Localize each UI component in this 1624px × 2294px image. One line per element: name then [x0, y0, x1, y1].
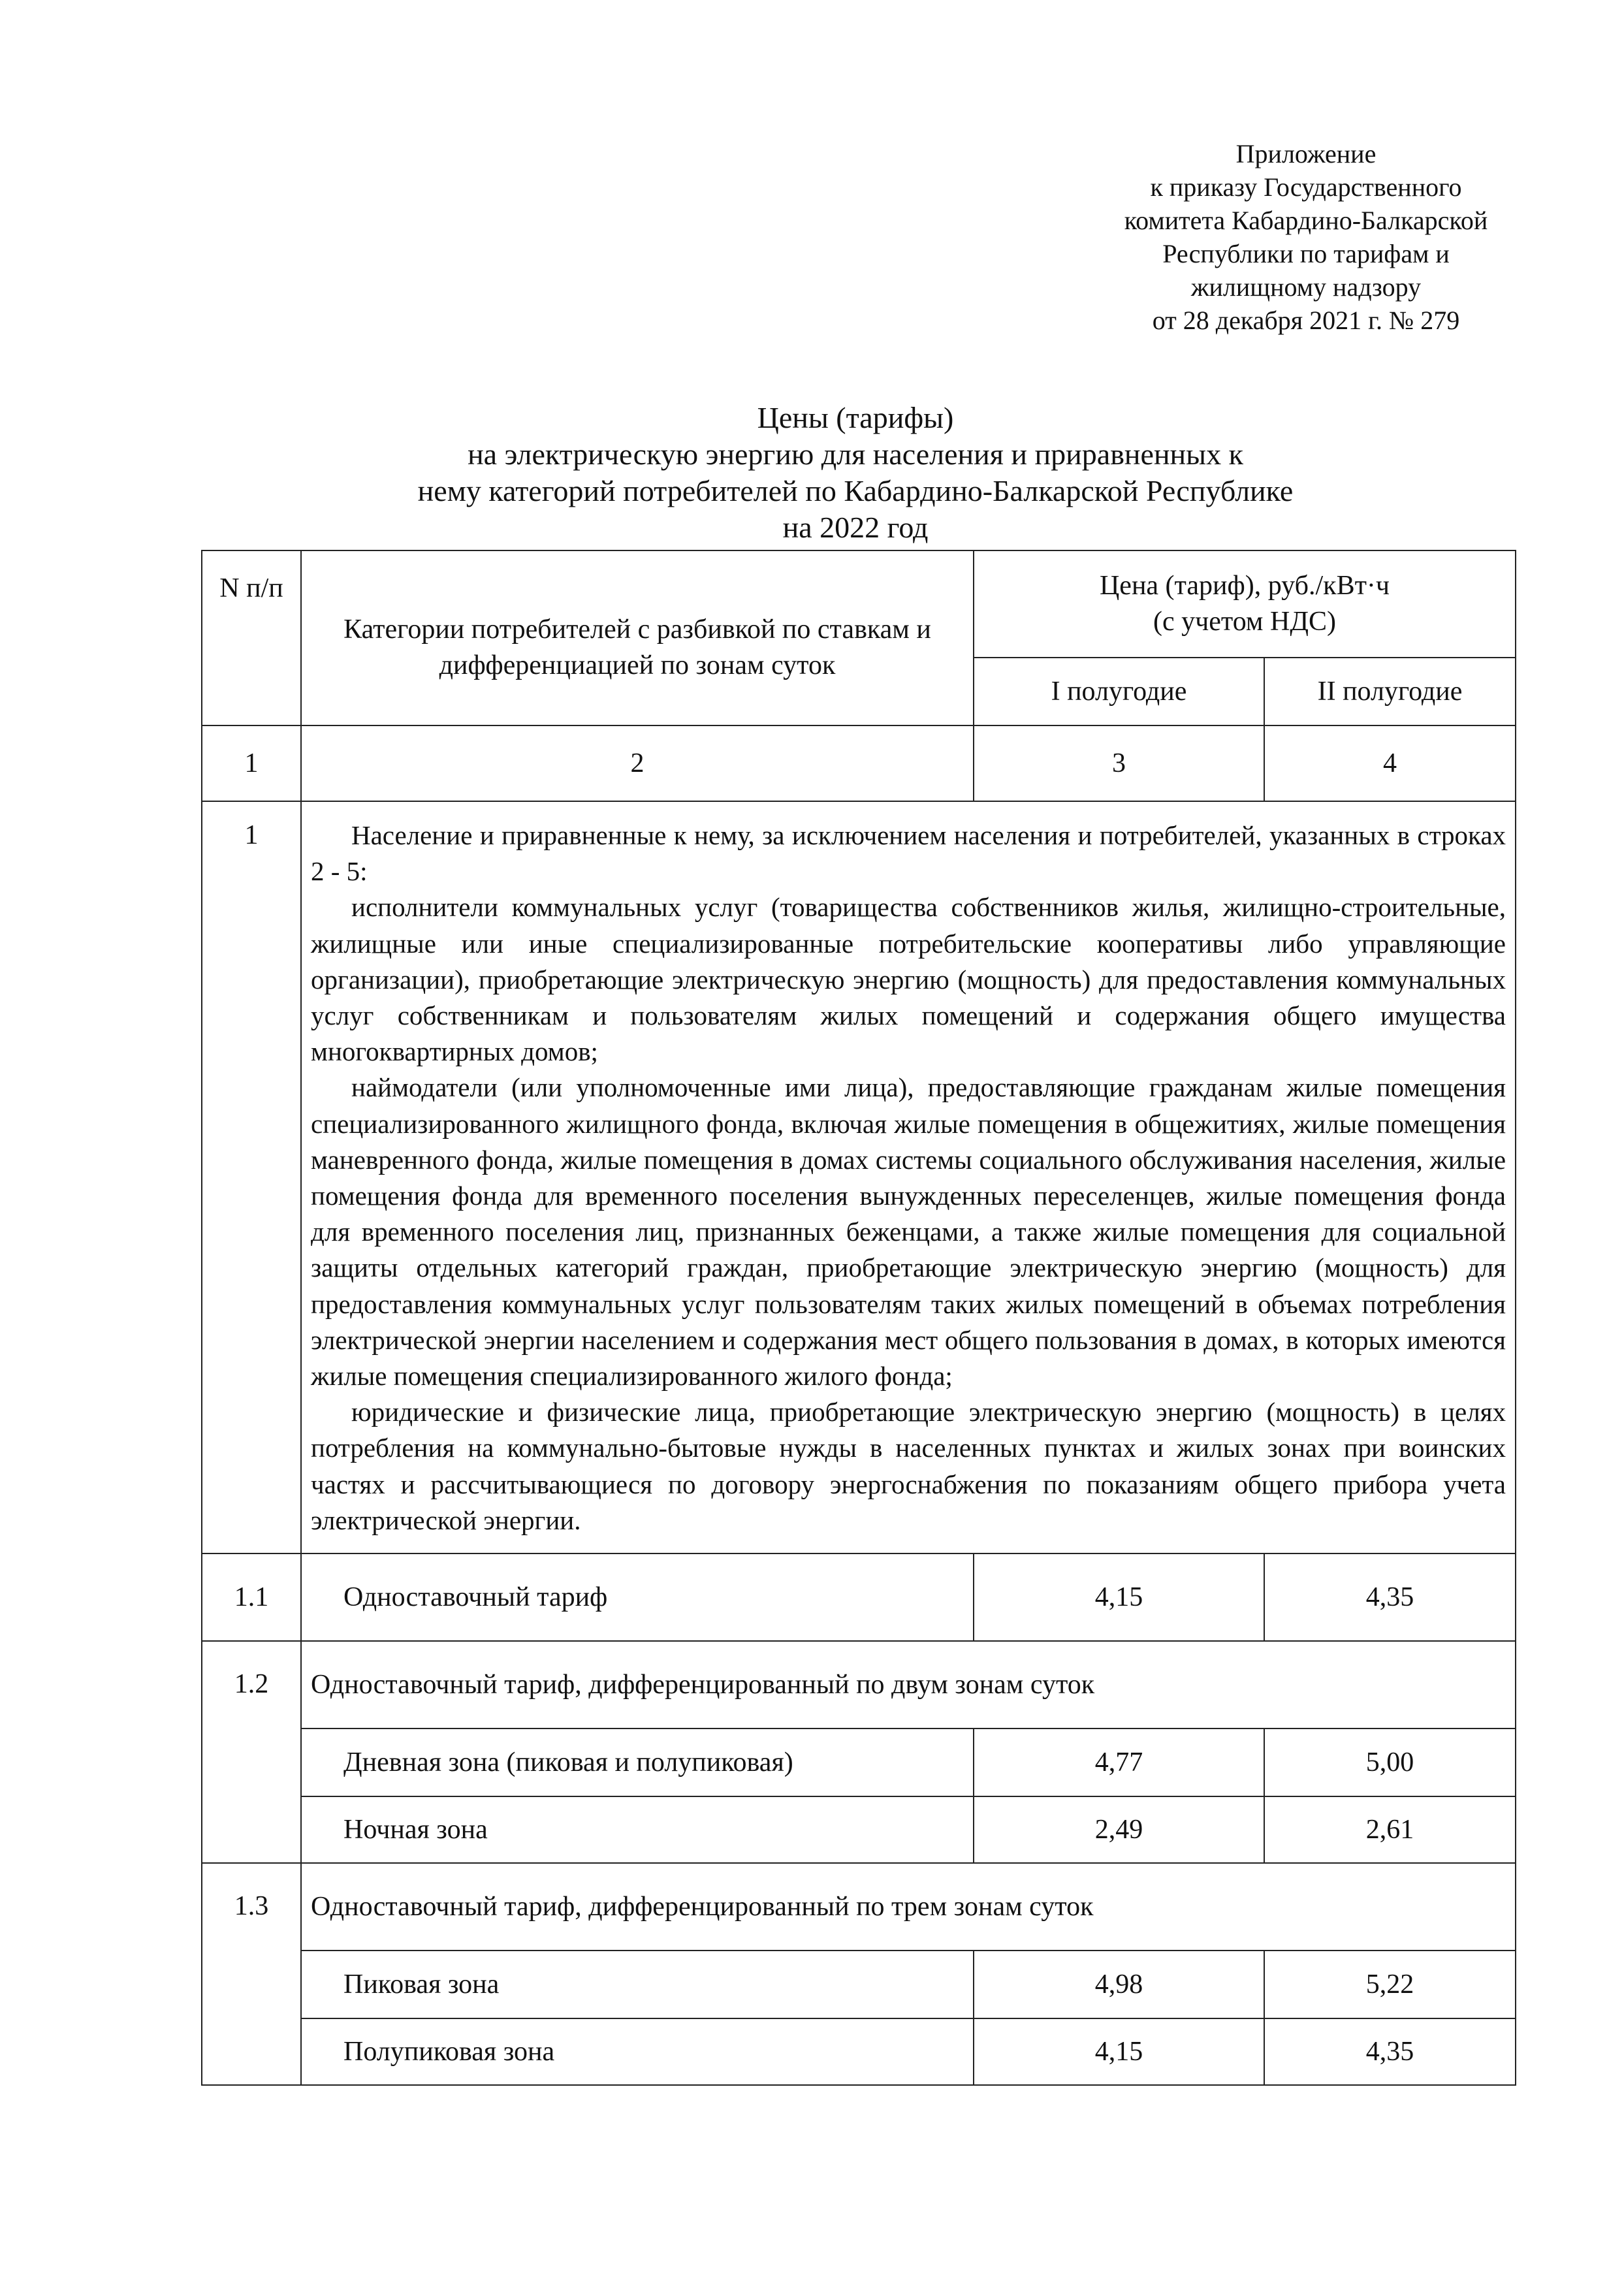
price-h2: 4,35: [1264, 2018, 1516, 2085]
price-h1: 4,15: [974, 2018, 1264, 2085]
title-line: Цены (тарифы): [757, 401, 954, 434]
zone-label: Ночная зона: [301, 1796, 974, 1863]
category-paragraph: Население и приравненные к нему, за исключением населения и потребителей, указанных в строках 2 - 5:: [311, 820, 1506, 887]
zone-label: Пиковая зона: [301, 1951, 974, 2018]
category-paragraph: исполнители коммунальных услуг (товарищества собственников жилья, жилищно-строительные, жилищные или иные специализированные потребительские кооперативы либо управляющие организации), приобретающие электрическую энергию (мощность) для предоставления коммунальных услуг собственникам и пользователям жилых помещений и содержания общего имущества многоквартирных домов;: [311, 892, 1506, 1067]
header-num: N п/п: [202, 550, 301, 725]
row-label: Одноставочный тариф, дифференцированный по двум зонам суток: [301, 1641, 1516, 1728]
column-number: 3: [974, 725, 1264, 801]
category-paragraph: наймодатели (или уполномоченные ими лица), предоставляющие гражданам жилые помещения специализированного жилищного фонда, включая жилые помещения в общежитиях, жилые помещения маневренного фонда, жилые помещения в домах системы социального обслуживания населения, жилые помещения фонда для временного поселения вынужденных переселенцев, жилые помещения фонда для временного поселения лиц, признанных беженцами, а также жилые помещения для социальной защиты отдельных категорий граждан, приобретающие электрическую энергию (мощность) для предоставления коммунальных услуг пользователям таких жилых помещений в объемах потребления электрической энергии населением и содержания мест общего пользования в домах, в которых имеются жилые помещения специализированного жилого фонда;: [311, 1072, 1506, 1392]
appendix-line: Республики по тарифам и: [1162, 239, 1450, 268]
document-title: [274, 400, 1437, 546]
header-category: Категории потребителей с разбивкой по ставкам и дифференциацией по зонам суток: [301, 550, 974, 725]
row-num: 1.1: [202, 1553, 301, 1641]
zone-label: Дневная зона (пиковая и полупиковая): [301, 1728, 974, 1796]
table-row: [202, 1796, 1516, 1863]
zone-label: Полупиковая зона: [301, 2018, 974, 2085]
header-row: [202, 550, 1516, 658]
column-numbers-row: [202, 725, 1516, 801]
section-row: [202, 801, 1516, 1553]
title-line: на электрическую энергию для населения и приравненных к: [468, 438, 1243, 471]
title-line: на 2022 год: [782, 511, 929, 544]
row-num: 1.2: [202, 1641, 301, 1863]
header-price-line: Цена (тариф), руб./кВт·ч: [1099, 571, 1390, 601]
appendix-line: от 28 декабря 2021 г. № 279: [1152, 306, 1460, 335]
appendix-block: [1058, 137, 1554, 337]
table-row: [202, 1951, 1516, 2018]
header-price: [974, 550, 1516, 658]
table-row: [202, 1728, 1516, 1796]
column-number: 4: [1264, 725, 1516, 801]
price-h1: 4,77: [974, 1728, 1264, 1796]
price-h1: 2,49: [974, 1796, 1264, 1863]
appendix-line: к приказу Государственного: [1150, 172, 1462, 202]
category-paragraph: юридические и физические лица, приобретающие электрическую энергию (мощность) в целях потребления на коммунально-бытовые нужды в населенных пунктах и жилых зонах при воинских частях и рассчитывающиеся по договору энергоснабжения по показаниям общего прибора учета электрической энергии.: [311, 1397, 1506, 1535]
price-h2: 2,61: [1264, 1796, 1516, 1863]
row-label: Одноставочный тариф: [301, 1553, 974, 1641]
row-num: 1.3: [202, 1863, 301, 2085]
category-description: [301, 801, 1516, 1553]
appendix-line: Приложение: [1235, 139, 1377, 168]
price-h2: 4,35: [1264, 1553, 1516, 1641]
appendix-line: жилищному надзору: [1190, 272, 1422, 302]
tariff-table: [201, 550, 1516, 2086]
table-row: [202, 1553, 1516, 1641]
header-price-line: (с учетом НДС): [1153, 607, 1336, 637]
title-line: нему категорий потребителей по Кабардино-Балкарской Республике: [417, 474, 1294, 507]
table-row: [202, 2018, 1516, 2085]
appendix-line: комитета Кабардино-Балкарской: [1124, 206, 1488, 235]
header-half2: II полугодие: [1264, 658, 1516, 725]
header-half1: I полугодие: [974, 658, 1264, 725]
table-row: [202, 1863, 1516, 1951]
price-h2: 5,00: [1264, 1728, 1516, 1796]
table-row: [202, 1641, 1516, 1728]
column-number: 2: [301, 725, 974, 801]
price-h2: 5,22: [1264, 1951, 1516, 2018]
row-label: Одноставочный тариф, дифференцированный по трем зонам суток: [301, 1863, 1516, 1951]
row-num: 1: [202, 801, 301, 1553]
price-h1: 4,98: [974, 1951, 1264, 2018]
price-h1: 4,15: [974, 1553, 1264, 1641]
column-number: 1: [202, 725, 301, 801]
